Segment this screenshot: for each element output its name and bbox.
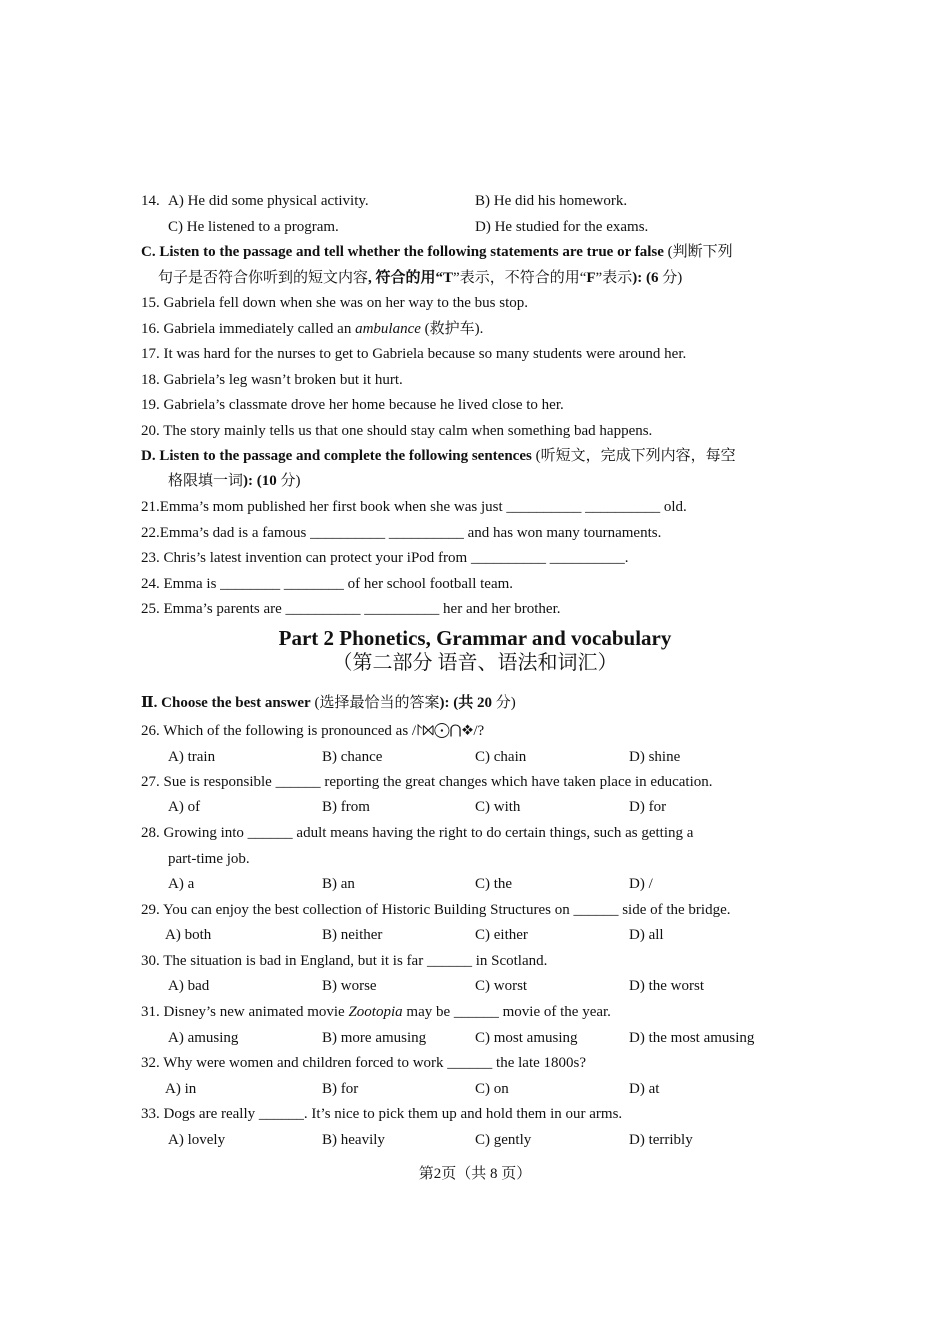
q27-option-b: B) from <box>322 799 370 815</box>
q27-option-c: C) with <box>475 799 521 815</box>
q14-option-c: C) He listened to a program. <box>168 219 339 235</box>
section-ii-heading <box>141 693 516 713</box>
section-c-score-unit: 分) <box>658 270 683 286</box>
q28-option-c: C) the <box>475 876 513 892</box>
q33-option-a: A) lovely <box>168 1132 226 1148</box>
q30-option-d: D) the worst <box>629 978 704 994</box>
q27-option-a: A) of <box>168 799 201 815</box>
q33-option-c: C) gently <box>475 1132 532 1148</box>
q14-option-d: D) He studied for the exams. <box>475 219 649 235</box>
q29-option-c: C) either <box>475 927 528 943</box>
q30-option-c: C) worst <box>475 978 528 994</box>
q29-option-d: D) all <box>629 927 664 943</box>
section-c-instruction-4: ”表示 <box>595 270 633 286</box>
blank-22: 22.Emma’s dad is a famous __________ __________ and has won many tournaments. <box>141 525 662 541</box>
section-d-title: D. Listen to the passage and complete the following sentences <box>141 448 532 464</box>
q32-option-d: D) at <box>629 1081 660 1097</box>
q28-option-d: D) / <box>629 876 653 892</box>
q14-option-b: B) He did his homework. <box>475 193 628 209</box>
part2-title: Part 2 Phonetics, Grammar and vocabulary <box>278 626 672 650</box>
q26-option-d: D) shine <box>629 749 681 765</box>
q31-option-a: A) amusing <box>168 1030 239 1046</box>
blank-23: 23. Chris’s latest invention can protect your iPod from __________ __________. <box>141 550 629 566</box>
q32-option-c: C) on <box>475 1081 509 1097</box>
q28-option-b: B) an <box>322 876 355 892</box>
q31-movie-title: Zootopia <box>348 1004 403 1020</box>
q31-option-d: D) the most amusing <box>629 1030 755 1046</box>
q26-option-c: C) chain <box>475 749 527 765</box>
section-ii-score: ): (共 20 <box>439 695 492 711</box>
statement-16-note: (救护车). <box>420 321 484 337</box>
q14-option-a: A) He did some physical activity. <box>168 193 369 209</box>
q28-stem-cont: part-time job. <box>168 851 250 867</box>
q33-option-d: D) terribly <box>629 1132 693 1148</box>
part2-subtitle: （第二部分 语音、语法和词汇） <box>332 652 618 674</box>
statement-19: 19. Gabriela’s classmate drove her home because he lived close to her. <box>141 397 564 413</box>
q30-stem: 30. The situation is bad in England, but it is far ______ in Scotland. <box>141 953 548 969</box>
section-c-instruction: (判断下列 <box>663 244 733 260</box>
section-ii-instruction: (选择最恰当的答案 <box>310 695 440 711</box>
statement-16-text: 16. Gabriela immediately called an <box>141 321 356 337</box>
page-number-footer: 第2页（共 8 页） <box>418 1166 532 1182</box>
q26-option-a: A) train <box>168 749 216 765</box>
statement-16 <box>141 319 483 339</box>
section-c-heading <box>141 242 733 262</box>
section-d-heading-line2 <box>168 471 301 491</box>
section-d-instruction-2: 格限填一词 <box>168 473 244 489</box>
section-ii-score-unit: 分) <box>491 695 516 711</box>
section-c-heading-line2 <box>158 268 682 288</box>
section-ii-title: Ⅱ. Choose the best answer <box>141 695 311 711</box>
blank-21: 21.Emma’s mom published her first book when she was just __________ __________ old. <box>141 499 687 515</box>
section-c-comma: , 符合的用“ <box>368 270 444 286</box>
statement-16-italic: ambulance <box>355 321 421 337</box>
q33-stem: 33. Dogs are really ______. It’s nice to pick them up and hold them in our arms. <box>141 1106 623 1122</box>
q31-option-c: C) most amusing <box>475 1030 578 1046</box>
section-d-instruction: (听短文，完成下列内容，每空 <box>531 448 736 464</box>
q26-option-b: B) chance <box>322 749 383 765</box>
blank-24: 24. Emma is ________ ________ of her school football team. <box>141 576 514 592</box>
q27-option-d: D) for <box>629 799 667 815</box>
true-mark: T <box>443 270 454 286</box>
q32-stem: 32. Why were women and children forced to work ______ the late 1800s? <box>141 1055 587 1071</box>
section-d-score: ): (10 <box>243 473 277 489</box>
section-c-title: C. Listen to the passage and tell whether the following statements are true or false <box>141 244 664 260</box>
statement-20: 20. The story mainly tells us that one should stay calm when something bad happens. <box>141 423 653 439</box>
q27-stem: 27. Sue is responsible ______ reporting the great changes which have taken place in education. <box>141 774 713 790</box>
q30-option-b: B) worse <box>322 978 377 994</box>
q28-stem: 28. Growing into ______ adult means having the right to do certain things, such as getting a <box>141 825 694 841</box>
q14-number: 14. <box>141 193 160 209</box>
blank-25: 25. Emma’s parents are __________ __________ her and her brother. <box>141 601 561 617</box>
section-d-heading <box>141 446 736 466</box>
statement-15: 15. Gabriela fell down when she was on her way to the bus stop. <box>141 295 528 311</box>
q31-option-b: B) more amusing <box>322 1030 427 1046</box>
q30-option-a: A) bad <box>168 978 210 994</box>
q28-option-a: A) a <box>168 876 195 892</box>
q29-option-b: B) neither <box>322 927 383 943</box>
section-c-instruction-2: 句子是否符合你听到的短文内容 <box>158 270 369 286</box>
q33-option-b: B) heavily <box>322 1132 385 1148</box>
q31-stem <box>141 1002 611 1022</box>
section-c-instruction-3: ”表示，不符合的用“ <box>453 270 587 286</box>
q26-stem: 26. Which of the following is pronounced as /⨡⨝⨀⋂❖/? <box>141 723 485 739</box>
section-d-score-unit: 分) <box>276 473 301 489</box>
q32-option-b: B) for <box>322 1081 359 1097</box>
section-c-score: ): (6 <box>632 270 659 286</box>
q29-stem: 29. You can enjoy the best collection of Historic Building Structures on ______ side of the bridge. <box>141 902 731 918</box>
false-mark: F <box>586 270 596 286</box>
statement-17: 17. It was hard for the nurses to get to Gabriela because so many students were around her. <box>141 346 687 362</box>
q32-option-a: A) in <box>165 1081 197 1097</box>
q29-option-a: A) both <box>165 927 212 943</box>
q31-stem-text: 31. Disney’s new animated movie <box>141 1004 349 1020</box>
q31-stem-rest: may be ______ movie of the year. <box>402 1004 611 1020</box>
statement-18: 18. Gabriela’s leg wasn’t broken but it hurt. <box>141 372 403 388</box>
